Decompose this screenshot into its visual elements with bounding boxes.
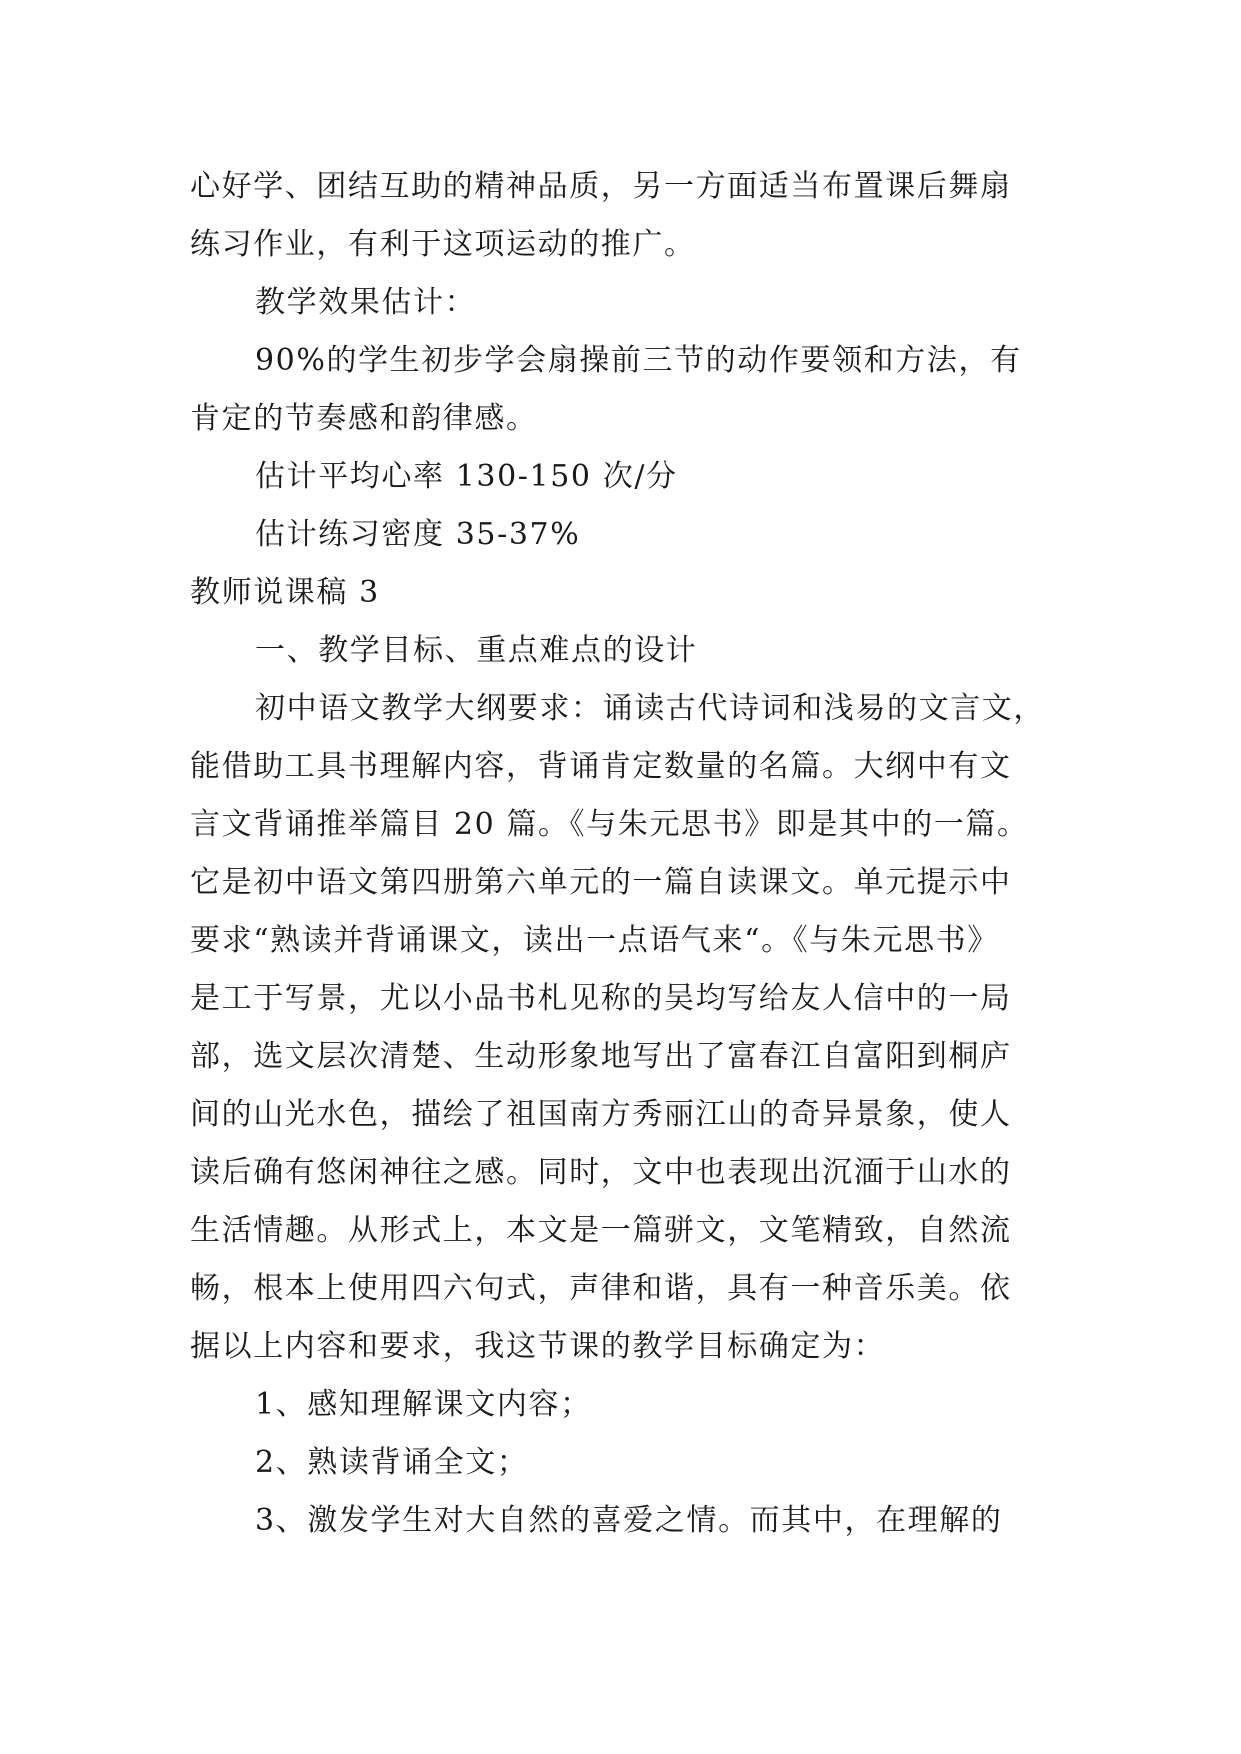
text-line: 言文背诵推举篇目 20 篇。《与朱元思书》即是其中的一篇。 — [190, 807, 1029, 842]
text-line: 心好学、团结互助的精神品质，另一方面适当布置课后舞扇 — [190, 169, 1012, 204]
document-page — [190, 158, 1050, 1550]
text-line: 练习作业，有利于这项运动的推广。 — [190, 227, 696, 262]
text-line: 读后确有悠闲神往之感。同时，文中也表现出沉湎于山水的 — [190, 1155, 1012, 1190]
text-line: 教学效果估计： — [255, 285, 477, 320]
text-line: 3、激发学生对大自然的喜爱之情。而其中，在理解的 — [255, 1503, 1003, 1538]
text-line: 一、教学目标、重点难点的设计 — [255, 633, 698, 668]
text-line: 据以上内容和要求，我这节课的教学目标确定为： — [190, 1329, 886, 1364]
text-line: 是工于写景，尤以小品书札见称的吴均写给友人信中的一局 — [190, 981, 1012, 1016]
text-line: 教师说课稿 3 — [190, 575, 380, 610]
text-line: 它是初中语文第四册第六单元的一篇自读课文。单元提示中 — [190, 865, 1012, 900]
text-line: 生活情趣。从形式上，本文是一篇骈文，文笔精致，自然流 — [190, 1213, 1012, 1248]
text-line: 90%的学生初步学会扇操前三节的动作要领和方法，有 — [255, 343, 1022, 378]
text-line: 能借助工具书理解内容，背诵肯定数量的名篇。大纲中有文 — [190, 749, 1012, 784]
text-line: 1、感知理解课文内容； — [255, 1387, 592, 1422]
text-line: 估计练习密度 35-37% — [255, 517, 581, 552]
text-line: 畅，根本上使用四六句式，声律和谐，具有一种音乐美。依 — [190, 1271, 1012, 1306]
text-line: 2、熟读背诵全文； — [255, 1445, 529, 1480]
text-line: 初中语文教学大纲要求：诵读古代诗词和浅易的文言文， — [255, 691, 1045, 726]
text-line: 间的山光水色，描绘了祖国南方秀丽江山的奇异景象，使人 — [190, 1097, 1012, 1132]
text-line: 要求“熟读并背诵课文，读出一点语气来“。《与朱元思书》 — [190, 923, 999, 958]
text-line: 部，选文层次清楚、生动形象地写出了富春江自富阳到桐庐 — [190, 1039, 1012, 1074]
text-line: 肯定的节奏感和韵律感。 — [190, 401, 538, 436]
text-line: 估计平均心率 130-150 次/分 — [255, 459, 678, 494]
